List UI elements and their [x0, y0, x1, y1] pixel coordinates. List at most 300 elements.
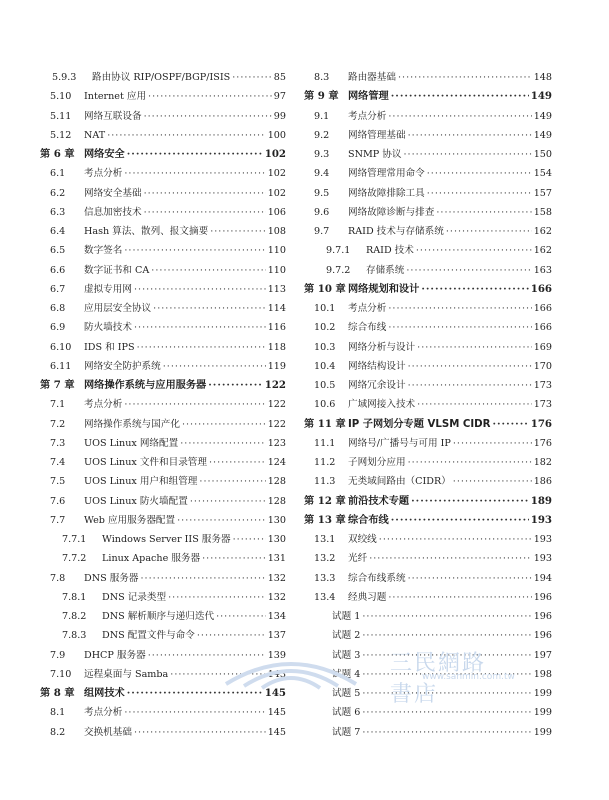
toc-entry-number: 5.11: [50, 110, 72, 122]
toc-entry-number: 6.10: [50, 341, 72, 353]
toc-entry: [304, 203, 552, 222]
toc-entry: [304, 588, 552, 607]
toc-entry-page: 102: [267, 187, 286, 199]
toc-entry-title: DNS 解析顺序与递归迭代: [102, 611, 215, 622]
toc-entry: [304, 453, 552, 472]
toc-leader-dots: [417, 338, 532, 357]
toc-entry-number: 6.1: [50, 168, 66, 180]
toc-entry: [40, 338, 286, 357]
toc-entry-title: 防火墙技术: [84, 322, 132, 334]
toc-entry-title: 双绞线: [348, 534, 377, 545]
toc-entry-title: RAID 技术与存储系统: [348, 226, 444, 237]
toc-entry-title: IP 子网划分专题 VLSM CIDR: [348, 418, 491, 430]
toc-leader-dots: [411, 492, 529, 511]
toc-entry-number: 11.3: [314, 476, 336, 488]
toc-chapter-entry: [40, 145, 286, 164]
toc-entry-title: 试题 3: [332, 649, 361, 661]
toc-entry-page: 119: [267, 360, 286, 372]
toc-leader-dots: [362, 665, 531, 684]
toc-entry-title: 综合布线: [348, 514, 389, 526]
toc-leader-dots: [388, 588, 531, 607]
toc-leader-dots: [177, 511, 266, 530]
toc-entry: [40, 107, 286, 126]
toc-entry-number: 第 12 章: [304, 494, 346, 507]
toc-entry-number: 10.2: [314, 322, 336, 334]
toc-leader-dots: [388, 318, 531, 337]
toc-entry: [304, 626, 552, 645]
toc-entry-title: 应用层安全协议: [84, 303, 152, 314]
toc-entry-page: 116: [267, 322, 286, 334]
toc-leader-dots: [208, 376, 262, 395]
toc-entry: [40, 492, 286, 511]
toc-entry: [304, 434, 552, 453]
toc-entry: [304, 338, 552, 357]
toc-leader-dots: [398, 68, 532, 87]
toc-entry-page: 199: [533, 707, 552, 719]
toc-entry-page: 139: [267, 649, 286, 661]
toc-leader-dots: [427, 164, 532, 183]
toc-entry-number: 7.7.2: [62, 553, 87, 565]
toc-entry-page: 118: [267, 341, 286, 353]
toc-entry-title: DNS 服务器: [84, 572, 139, 584]
toc-chapter-entry: [304, 511, 552, 530]
toc-entry-number: 13.3: [314, 572, 336, 584]
toc-entry-number: 7.2: [50, 418, 66, 430]
toc-entry-number: 9.4: [314, 168, 330, 180]
toc-entry-page: 176: [533, 437, 552, 449]
toc-entry-title: 网络结构设计: [348, 360, 406, 372]
toc-entry: [40, 318, 286, 337]
toc-entry-page: 134: [267, 611, 286, 622]
toc-chapter-entry: [304, 87, 552, 106]
toc-leader-dots: [141, 569, 266, 588]
toc-entry: [40, 87, 286, 106]
toc-entry: [40, 164, 286, 183]
toc-entry-number: 6.6: [50, 264, 66, 276]
toc-leader-dots: [406, 261, 531, 280]
toc-entry-page: 110: [267, 264, 286, 276]
toc-entry-page: 157: [533, 187, 552, 199]
toc-entry-page: 199: [533, 688, 552, 699]
toc-entry-page: 145: [267, 707, 286, 719]
toc-entry-page: 169: [533, 341, 552, 353]
toc-leader-dots: [144, 184, 266, 203]
toc-entry-number: 5.10: [50, 91, 72, 103]
toc-entry-page: 176: [530, 417, 552, 430]
toc-entry-number: 第 10 章: [304, 282, 346, 295]
toc-entry-number: 7.1: [50, 399, 66, 411]
toc-entry: [40, 299, 286, 318]
toc-leader-dots: [362, 646, 531, 665]
toc-entry-page: 128: [267, 495, 286, 507]
toc-leader-dots: [436, 203, 531, 222]
toc-entry-title: 虚拟专用网: [84, 283, 132, 295]
toc-entry-page: 193: [533, 534, 552, 545]
toc-entry-page: 193: [533, 553, 552, 565]
toc-entry-number: 8.3: [314, 72, 330, 83]
toc-entry-number: 9.2: [314, 129, 330, 141]
toc-leader-dots: [492, 415, 528, 434]
toc-entry-page: 166: [530, 282, 552, 295]
toc-entry-title: 考点分析: [84, 707, 123, 719]
toc-entry-number: 5.9.3: [52, 72, 77, 83]
toc-entry-title: 路由协议 RIP/OSPF/BGP/ISIS: [92, 72, 231, 83]
toc-entry-title: 试题 1: [332, 611, 361, 622]
toc-leader-dots: [233, 530, 266, 549]
toc-entry-page: 122: [267, 399, 286, 411]
toc-entry-page: 162: [533, 245, 552, 257]
toc-entry-title: Hash 算法、散列、报文摘要: [84, 226, 209, 237]
toc-entry-number: 第 7 章: [40, 379, 75, 391]
toc-entry-title: 信息加密技术: [84, 206, 142, 218]
toc-leader-dots: [151, 261, 265, 280]
toc-entry-number: 11.2: [314, 457, 336, 468]
toc-entry-page: 199: [533, 726, 552, 738]
toc-entry-page: 132: [267, 572, 286, 584]
toc-entry-title: Internet 应用: [84, 91, 147, 103]
toc-entry-number: 7.6: [50, 495, 66, 507]
toc-entry-page: 173: [533, 380, 552, 391]
toc-leader-dots: [362, 684, 531, 703]
toc-entry-page: 149: [530, 90, 552, 103]
toc-entry: [40, 126, 286, 145]
toc-leader-dots: [453, 472, 532, 491]
toc-entry: [304, 549, 552, 568]
toc-entry-title: RAID 技术: [366, 245, 414, 257]
toc-leader-dots: [137, 338, 266, 357]
toc-entry-number: 9.1: [314, 110, 330, 122]
toc-entry: [304, 376, 552, 395]
toc-entry: [40, 607, 286, 626]
toc-entry-number: 10.5: [314, 380, 336, 391]
toc-leader-dots: [180, 434, 265, 453]
toc-entry: [304, 569, 552, 588]
toc-entry-number: 10.3: [314, 341, 336, 353]
toc-entry-number: 9.7.1: [326, 245, 351, 257]
toc-entry: [304, 107, 552, 126]
toc-entry-page: 130: [267, 514, 286, 526]
toc-entry-number: 第 9 章: [304, 90, 339, 103]
toc-entry-number: 7.9: [50, 649, 66, 661]
toc-leader-dots: [209, 453, 266, 472]
toc-entry-number: 13.1: [314, 534, 336, 545]
toc-entry-number: 6.11: [50, 360, 72, 372]
toc-entry: [40, 280, 286, 299]
toc-entry-title: 交换机基础: [84, 726, 132, 738]
toc-leader-dots: [168, 588, 266, 607]
toc-leader-dots: [388, 107, 531, 126]
toc-entry-page: 163: [533, 264, 552, 276]
toc-leader-dots: [362, 723, 531, 742]
toc-entry-number: 13.4: [314, 591, 336, 603]
toc-entry-title: 考点分析: [84, 399, 123, 411]
toc-leader-dots: [124, 164, 265, 183]
toc-entry-page: 182: [533, 457, 552, 468]
toc-entry-page: 196: [533, 591, 552, 603]
toc-entry-title: Linux Apache 服务器: [102, 553, 201, 565]
toc-leader-dots: [408, 126, 532, 145]
toc-leader-dots: [199, 472, 265, 491]
toc-right-column: [304, 68, 552, 742]
toc-chapter-entry: [304, 492, 552, 511]
toc-entry-title: 数字签名: [84, 245, 123, 257]
toc-entry-title: 网络管理: [348, 91, 389, 103]
toc-entry-number: 7.7.1: [62, 534, 87, 545]
toc-entry-number: 10.1: [314, 303, 336, 314]
toc-leader-dots: [416, 241, 532, 260]
toc-entry: [40, 453, 286, 472]
toc-entry-number: 第 13 章: [304, 513, 346, 526]
toc-entry-page: 162: [533, 226, 552, 237]
toc-entry: [304, 395, 552, 414]
toc-entry-number: 5.12: [50, 129, 72, 141]
toc-entry-title: 网络管理常用命令: [348, 168, 425, 180]
toc-entry: [304, 703, 552, 722]
toc-entry: [304, 357, 552, 376]
toc-leader-dots: [124, 241, 265, 260]
toc-entry-number: 6.5: [50, 245, 66, 257]
toc-entry-number: 9.6: [314, 206, 330, 218]
toc-leader-dots: [408, 376, 532, 395]
toc-entry: [40, 569, 286, 588]
toc-entry-page: 124: [267, 457, 286, 468]
toc-entry-page: 186: [533, 476, 552, 488]
toc-leader-dots: [446, 222, 532, 241]
toc-entry: [304, 68, 552, 87]
toc-entry-number: 10.4: [314, 360, 336, 372]
toc-entry-title: 试题 2: [332, 630, 361, 642]
toc-entry-page: 110: [267, 245, 286, 257]
toc-entry-page: 170: [533, 360, 552, 372]
toc-entry-page: 194: [533, 572, 552, 584]
toc-entry: [40, 222, 286, 241]
watermark-url: www.sanmin.com.tw: [422, 672, 515, 682]
toc-chapter-entry: [304, 280, 552, 299]
toc-entry-number: 7.8.2: [62, 611, 87, 622]
toc-entry-page: 196: [533, 611, 552, 622]
toc-entry: [304, 184, 552, 203]
toc-entry-number: 6.2: [50, 187, 66, 199]
toc-entry: [40, 472, 286, 491]
toc-entry-title: 网络冗余设计: [348, 380, 406, 391]
toc-entry-page: 131: [267, 553, 286, 565]
toc-leader-dots: [124, 703, 265, 722]
toc-entry-page: 114: [267, 303, 286, 314]
toc-entry: [40, 588, 286, 607]
toc-entry-number: 9.7: [314, 226, 330, 237]
toc-leader-dots: [148, 87, 272, 106]
toc-entry: [304, 607, 552, 626]
toc-entry: [304, 472, 552, 491]
toc-entry-page: 106: [267, 206, 286, 218]
toc-entry-title: 网络操作系统与国产化: [84, 418, 180, 430]
toc-entry-page: 148: [533, 72, 552, 83]
toc-entry: [40, 261, 286, 280]
toc-entry-page: 166: [533, 303, 552, 314]
toc-leader-dots: [421, 280, 528, 299]
toc-entry: [40, 530, 286, 549]
toc-entry-number: 6.9: [50, 322, 66, 334]
toc-leader-dots: [144, 203, 266, 222]
toc-chapter-entry: [304, 415, 552, 434]
toc-entry-title: 光纤: [348, 553, 368, 565]
toc-entry-number: 13.2: [314, 553, 336, 565]
toc-entry-page: 132: [267, 591, 286, 603]
toc-entry-title: 网络安全: [84, 149, 125, 160]
toc-entry: [304, 261, 552, 280]
toc-entry-page: 85: [273, 72, 286, 83]
toc-entry-page: 123: [267, 437, 286, 449]
toc-entry-page: 100: [267, 129, 286, 141]
toc-entry-title: NAT: [84, 129, 106, 141]
toc-entry-page: 166: [533, 322, 552, 334]
toc-entry-title: 网络号/广播号与可用 IP: [348, 437, 451, 449]
toc-entry-title: 网络操作系统与应用服务器: [84, 380, 207, 391]
toc-entry-page: 102: [267, 168, 286, 180]
toc-entry-title: 试题 4: [332, 668, 361, 680]
toc-entry-title: DNS 配置文件与命令: [102, 630, 195, 642]
toc-entry-title: 组网技术: [84, 688, 125, 699]
toc-leader-dots: [391, 87, 529, 106]
toc-entry: [304, 222, 552, 241]
toc-entry: [40, 434, 286, 453]
toc-entry-title: UOS Linux 用户和组管理: [84, 476, 198, 488]
toc-leader-dots: [144, 107, 272, 126]
toc-entry-page: 193: [530, 513, 552, 526]
toc-leader-dots: [408, 569, 532, 588]
toc-entry-title: DHCP 服务器: [84, 649, 146, 661]
toc-entry-page: 197: [533, 649, 552, 661]
toc-entry: [304, 318, 552, 337]
toc-leader-dots: [362, 626, 531, 645]
toc-leader-dots: [202, 549, 266, 568]
toc-entry-title: 考点分析: [84, 168, 123, 180]
toc-leader-dots: [107, 126, 265, 145]
toc-entry-page: 97: [273, 91, 286, 103]
toc-entry-title: 网络安全防护系统: [84, 360, 161, 372]
watermark-name: 三民網路書店: [390, 651, 487, 707]
toc-entry: [304, 241, 552, 260]
toc-entry-page: 149: [533, 129, 552, 141]
toc-leader-dots: [369, 549, 532, 568]
toc-leader-dots: [210, 222, 266, 241]
toc-entry-title: 试题 6: [332, 707, 361, 719]
toc-entry-number: 7.5: [50, 476, 66, 488]
toc-entry-title: 存储系统: [366, 264, 405, 276]
toc-entry-title: 网络规划和设计: [348, 283, 420, 295]
toc-entry: [304, 164, 552, 183]
toc-entry-title: UOS Linux 防火墙配置: [84, 495, 188, 507]
toc-entry-title: 网络故障排除工具: [348, 187, 425, 199]
toc-entry-page: 122: [264, 379, 286, 391]
toc-entry-title: 网络互联设备: [84, 110, 142, 122]
toc-entry: [40, 68, 286, 87]
toc-entry: [304, 299, 552, 318]
toc-entry-title: 路由器基础: [348, 72, 396, 83]
toc-entry-title: Windows Server IIS 服务器: [102, 534, 231, 545]
toc-entry-number: 6.7: [50, 283, 66, 295]
toc-entry-title: 远程桌面与 Samba: [84, 668, 169, 680]
toc-entry-page: 137: [267, 630, 286, 642]
toc-entry-title: 数字证书和 CA: [84, 264, 150, 276]
toc-leader-dots: [403, 145, 531, 164]
toc-entry-page: 150: [533, 149, 552, 160]
toc-leader-dots: [427, 184, 532, 203]
toc-entry-title: 综合布线: [348, 322, 387, 334]
toc-leader-dots: [124, 395, 265, 414]
toc-leader-dots: [190, 492, 266, 511]
toc-entry-title: 网络分析与设计: [348, 341, 416, 353]
toc-leader-dots: [417, 395, 532, 414]
toc-entry-page: 102: [264, 148, 286, 160]
toc-leader-dots: [216, 607, 266, 626]
toc-entry-title: 试题 7: [332, 726, 361, 738]
toc-entry: [40, 241, 286, 260]
toc-entry-title: UOS Linux 网络配置: [84, 437, 179, 449]
toc-entry-number: 7.8.1: [62, 591, 87, 603]
toc-entry-number: 第 8 章: [40, 687, 75, 699]
toc-entry: [40, 357, 286, 376]
toc-leader-dots: [408, 357, 532, 376]
toc-entry: [40, 626, 286, 645]
toc-entry-number: 9.5: [314, 187, 330, 199]
toc-entry-page: 154: [533, 168, 552, 180]
toc-entry: [40, 395, 286, 414]
toc-entry-number: 7.8: [50, 572, 66, 584]
toc-leader-dots: [134, 723, 266, 742]
toc-entry-title: 前沿技术专题: [348, 495, 410, 507]
toc-leader-dots: [134, 280, 266, 299]
toc-entry-title: 考点分析: [348, 303, 387, 314]
toc-entry: [40, 549, 286, 568]
toc-entry: [40, 511, 286, 530]
toc-leader-dots: [153, 299, 266, 318]
toc-leader-dots: [388, 299, 531, 318]
toc-left-column: [40, 68, 286, 742]
toc-entry-number: 7.10: [50, 668, 72, 680]
toc-entry-number: 6.8: [50, 303, 66, 314]
toc-entry: [40, 203, 286, 222]
toc-entry: [40, 184, 286, 203]
toc-entry-page: 173: [533, 399, 552, 411]
toc-entry-number: 7.4: [50, 457, 66, 468]
toc-entry-page: 122: [267, 418, 286, 430]
toc-entry-title: 无类域间路由（CIDR）: [348, 476, 451, 488]
toc-entry: [304, 530, 552, 549]
toc-entry-page: 158: [533, 206, 552, 218]
toc-entry-page: 198: [533, 668, 552, 680]
toc-entry-number: 6.3: [50, 206, 66, 218]
toc-entry: [304, 723, 552, 742]
toc-entry-number: 8.2: [50, 726, 66, 738]
toc-entry: [40, 415, 286, 434]
toc-entry-page: 113: [267, 283, 286, 295]
toc-entry-title: Web 应用服务器配置: [84, 514, 176, 526]
toc-leader-dots: [232, 68, 272, 87]
toc-leader-dots: [453, 434, 532, 453]
toc-entry-title: SNMP 协议: [348, 149, 402, 160]
toc-entry-number: 9.3: [314, 149, 330, 160]
toc-entry-title: IDS 和 IPS: [84, 341, 135, 353]
toc-entry-title: 广域网接入技术: [348, 399, 416, 411]
toc-entry-number: 11.1: [314, 437, 336, 449]
toc-entry-title: 试题 5: [332, 688, 361, 699]
toc-leader-dots: [379, 530, 532, 549]
toc-entry-title: 经典习题: [348, 591, 387, 603]
toc-entry-page: 130: [267, 534, 286, 545]
toc-leader-dots: [163, 357, 266, 376]
toc-entry-number: 7.7: [50, 514, 66, 526]
